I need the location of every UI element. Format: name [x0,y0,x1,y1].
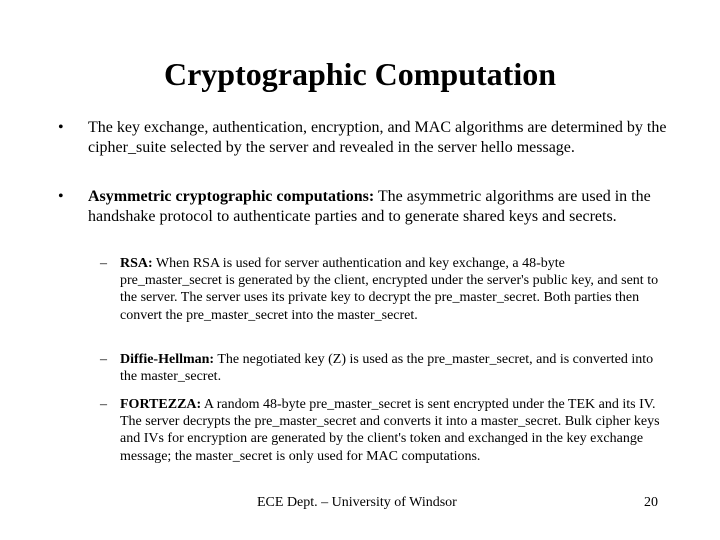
footer-dept: ECE Dept. – University of Windsor [257,495,457,510]
sub-bullet-text: Diffie-Hellman: The negotiated key (Z) is used as the pre_master_secret, and is converted into the master_secret. [120,352,654,385]
sub-bullet-bold: Diffie-Hellman: [120,352,215,367]
bullet-bold: Asymmetric cryptographic computations: [88,188,375,205]
dash-symbol: – [100,352,107,367]
slide-title: Cryptographic Computation [163,56,556,92]
page-number: 20 [644,495,658,510]
sub-bullet-bold: RSA: [120,256,153,271]
bullet-symbol: • [58,119,64,136]
sub-bullet-text: RSA: When RSA is used for server authentication and key exchange, a 48-byte pre_master_secret is generated by the client, encrypted under the server's public key, and sent to the server. The server uses its private key to decrypt the pre_master_secret. Both parties then convert the pre_master_secret into the master_secret. [120,256,659,323]
dash-symbol: – [100,397,107,412]
bullet-symbol: • [58,188,64,205]
bullet-text: The key exchange, authentication, encryption, and MAC algorithms are determined by the cipher_suite selected by the server and revealed in the server hello message. [88,119,667,156]
dash-symbol: – [100,256,107,271]
sub-bullet-bold: FORTEZZA: [120,397,202,412]
sub-bullet-text: FORTEZZA: A random 48-byte pre_master_secret is sent encrypted under the TEK and its IV. The server decrypts the pre_master_secret and converts it into a master_secret. Bulk cipher keys and IVs for encryption are generated by the client's token and exchanged in the key exchange message; the master_secret is only used for MAC computations. [120,397,660,464]
bullet-text: Asymmetric cryptographic computations: The asymmetric algorithms are used in the handshake protocol to authenticate parties and to generate shared keys and secrets. [88,188,651,225]
